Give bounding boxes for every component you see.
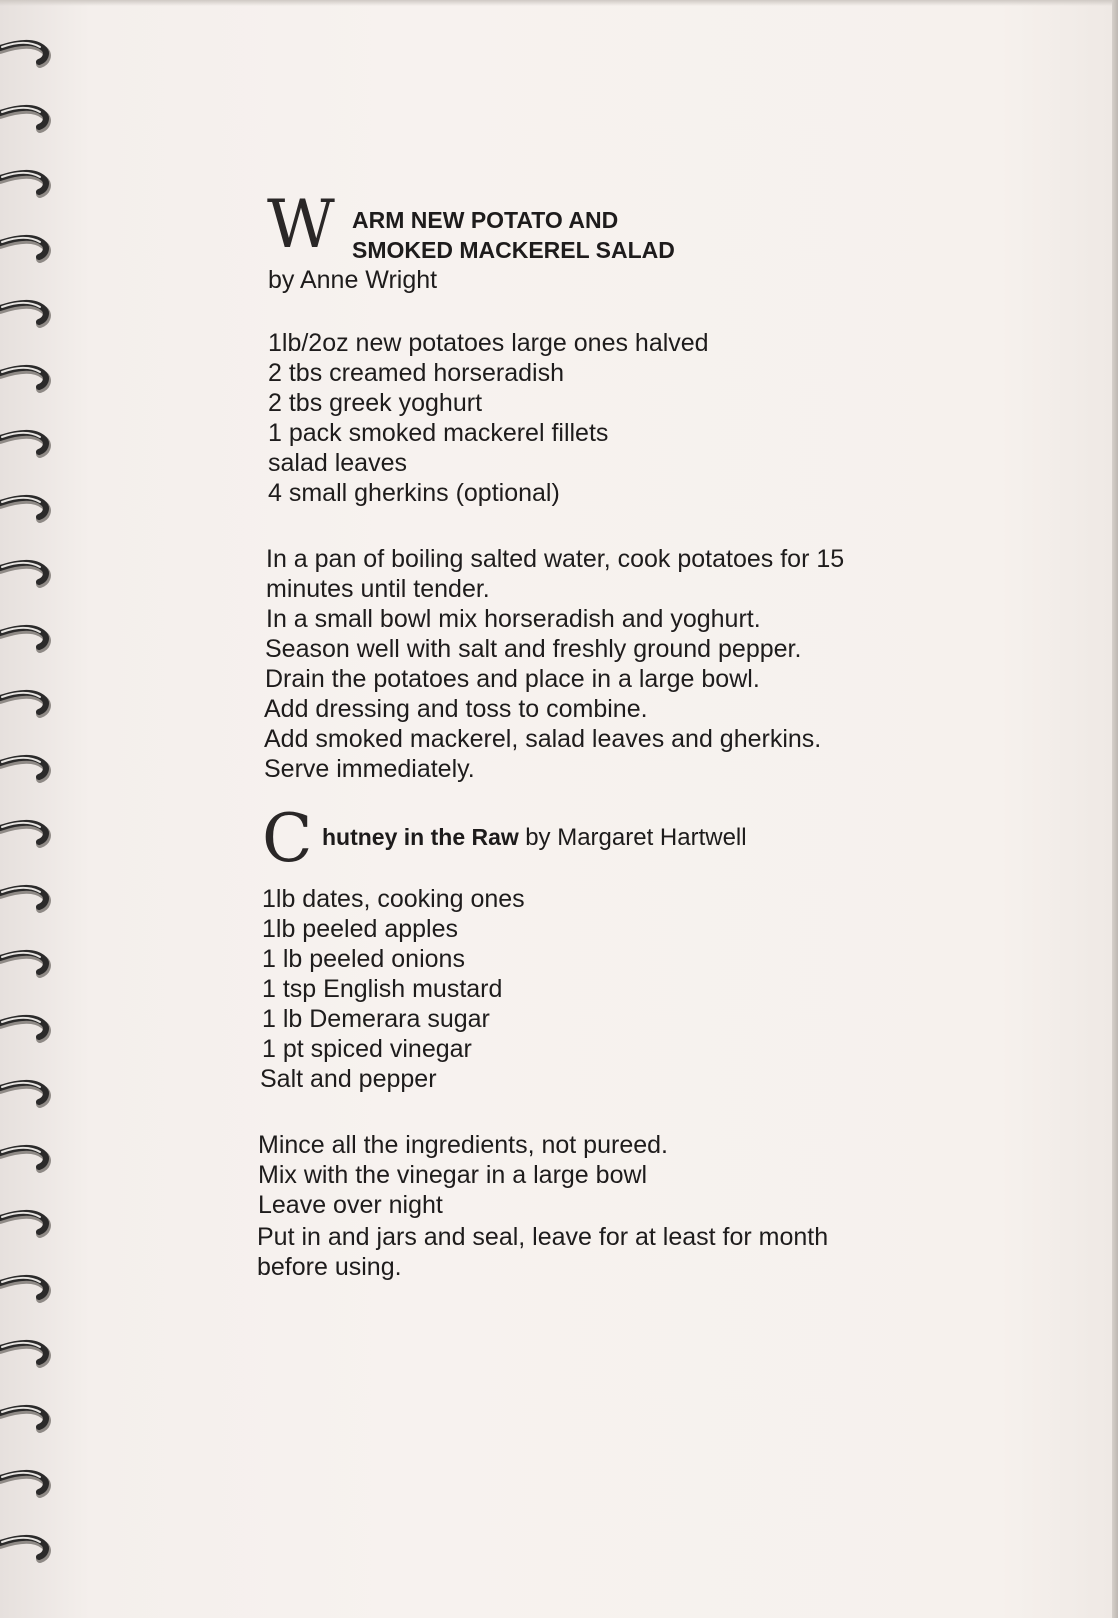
recipe1-method-line: In a small bowl mix horseradish and yoghurt.	[266, 605, 761, 633]
recipe2-ingredient: Salt and pepper	[260, 1065, 437, 1093]
recipe2-method-line: Leave over night	[258, 1191, 443, 1219]
recipe2-method-line: Mince all the ingredients, not pureed.	[258, 1131, 668, 1159]
recipe1-method-line: Season well with salt and freshly ground pepper.	[265, 635, 802, 663]
recipe2-method-line: before using.	[257, 1253, 402, 1281]
recipe2-title: hutney in the Raw	[322, 824, 519, 850]
recipe2-author: by Margaret Hartwell	[525, 824, 747, 851]
recipe2-method-line: Mix with the vinegar in a large bowl	[258, 1161, 648, 1189]
recipe1-method-line: Add dressing and toss to combine.	[264, 695, 648, 723]
recipe2-ingredient: 1lb dates, cooking ones	[262, 885, 525, 913]
recipe1-method-line: Drain the potatoes and place in a large bowl.	[265, 665, 760, 693]
recipe1-method-line: minutes until tender.	[266, 575, 490, 603]
recipe1-ingredient: 1lb/2oz new potatoes large ones halved	[268, 329, 709, 357]
recipe2-ingredient: 1lb peeled apples	[262, 915, 458, 943]
recipe1-title-line2: SMOKED MACKEREL SALAD	[352, 237, 675, 263]
recipe2-method-line: Put in and jars and seal, leave for at least for month	[257, 1223, 829, 1251]
recipe1-ingredient: 2 tbs creamed horseradish	[268, 359, 564, 387]
recipe1-ingredient: 4 small gherkins (optional)	[268, 479, 560, 507]
recipe1-method-line: In a pan of boiling salted water, cook potatoes for 15	[266, 545, 845, 573]
recipe2-ingredient: 1 tsp English mustard	[262, 975, 503, 1003]
recipe1-title-line1: ARM NEW POTATO AND	[352, 207, 619, 233]
recipe1-method-line: Serve immediately.	[264, 755, 475, 783]
recipe2-dropcap: C	[262, 800, 313, 877]
recipe1-ingredient: 1 pack smoked mackerel fillets	[268, 419, 609, 447]
recipe1-ingredient: salad leaves	[268, 449, 407, 477]
recipe1-dropcap: W	[267, 186, 333, 263]
recipe1-ingredient: 2 tbs greek yoghurt	[268, 389, 483, 417]
recipe2-heading	[322, 822, 747, 853]
recipe2-ingredient: 1 lb Demerara sugar	[262, 1005, 490, 1033]
recipe1-author: by Anne Wright	[268, 266, 438, 294]
recipe1-method-line: Add smoked mackerel, salad leaves and gherkins.	[264, 725, 822, 753]
recipe2-ingredient: 1 lb peeled onions	[262, 945, 465, 973]
recipe2-ingredient: 1 pt spiced vinegar	[262, 1035, 472, 1063]
